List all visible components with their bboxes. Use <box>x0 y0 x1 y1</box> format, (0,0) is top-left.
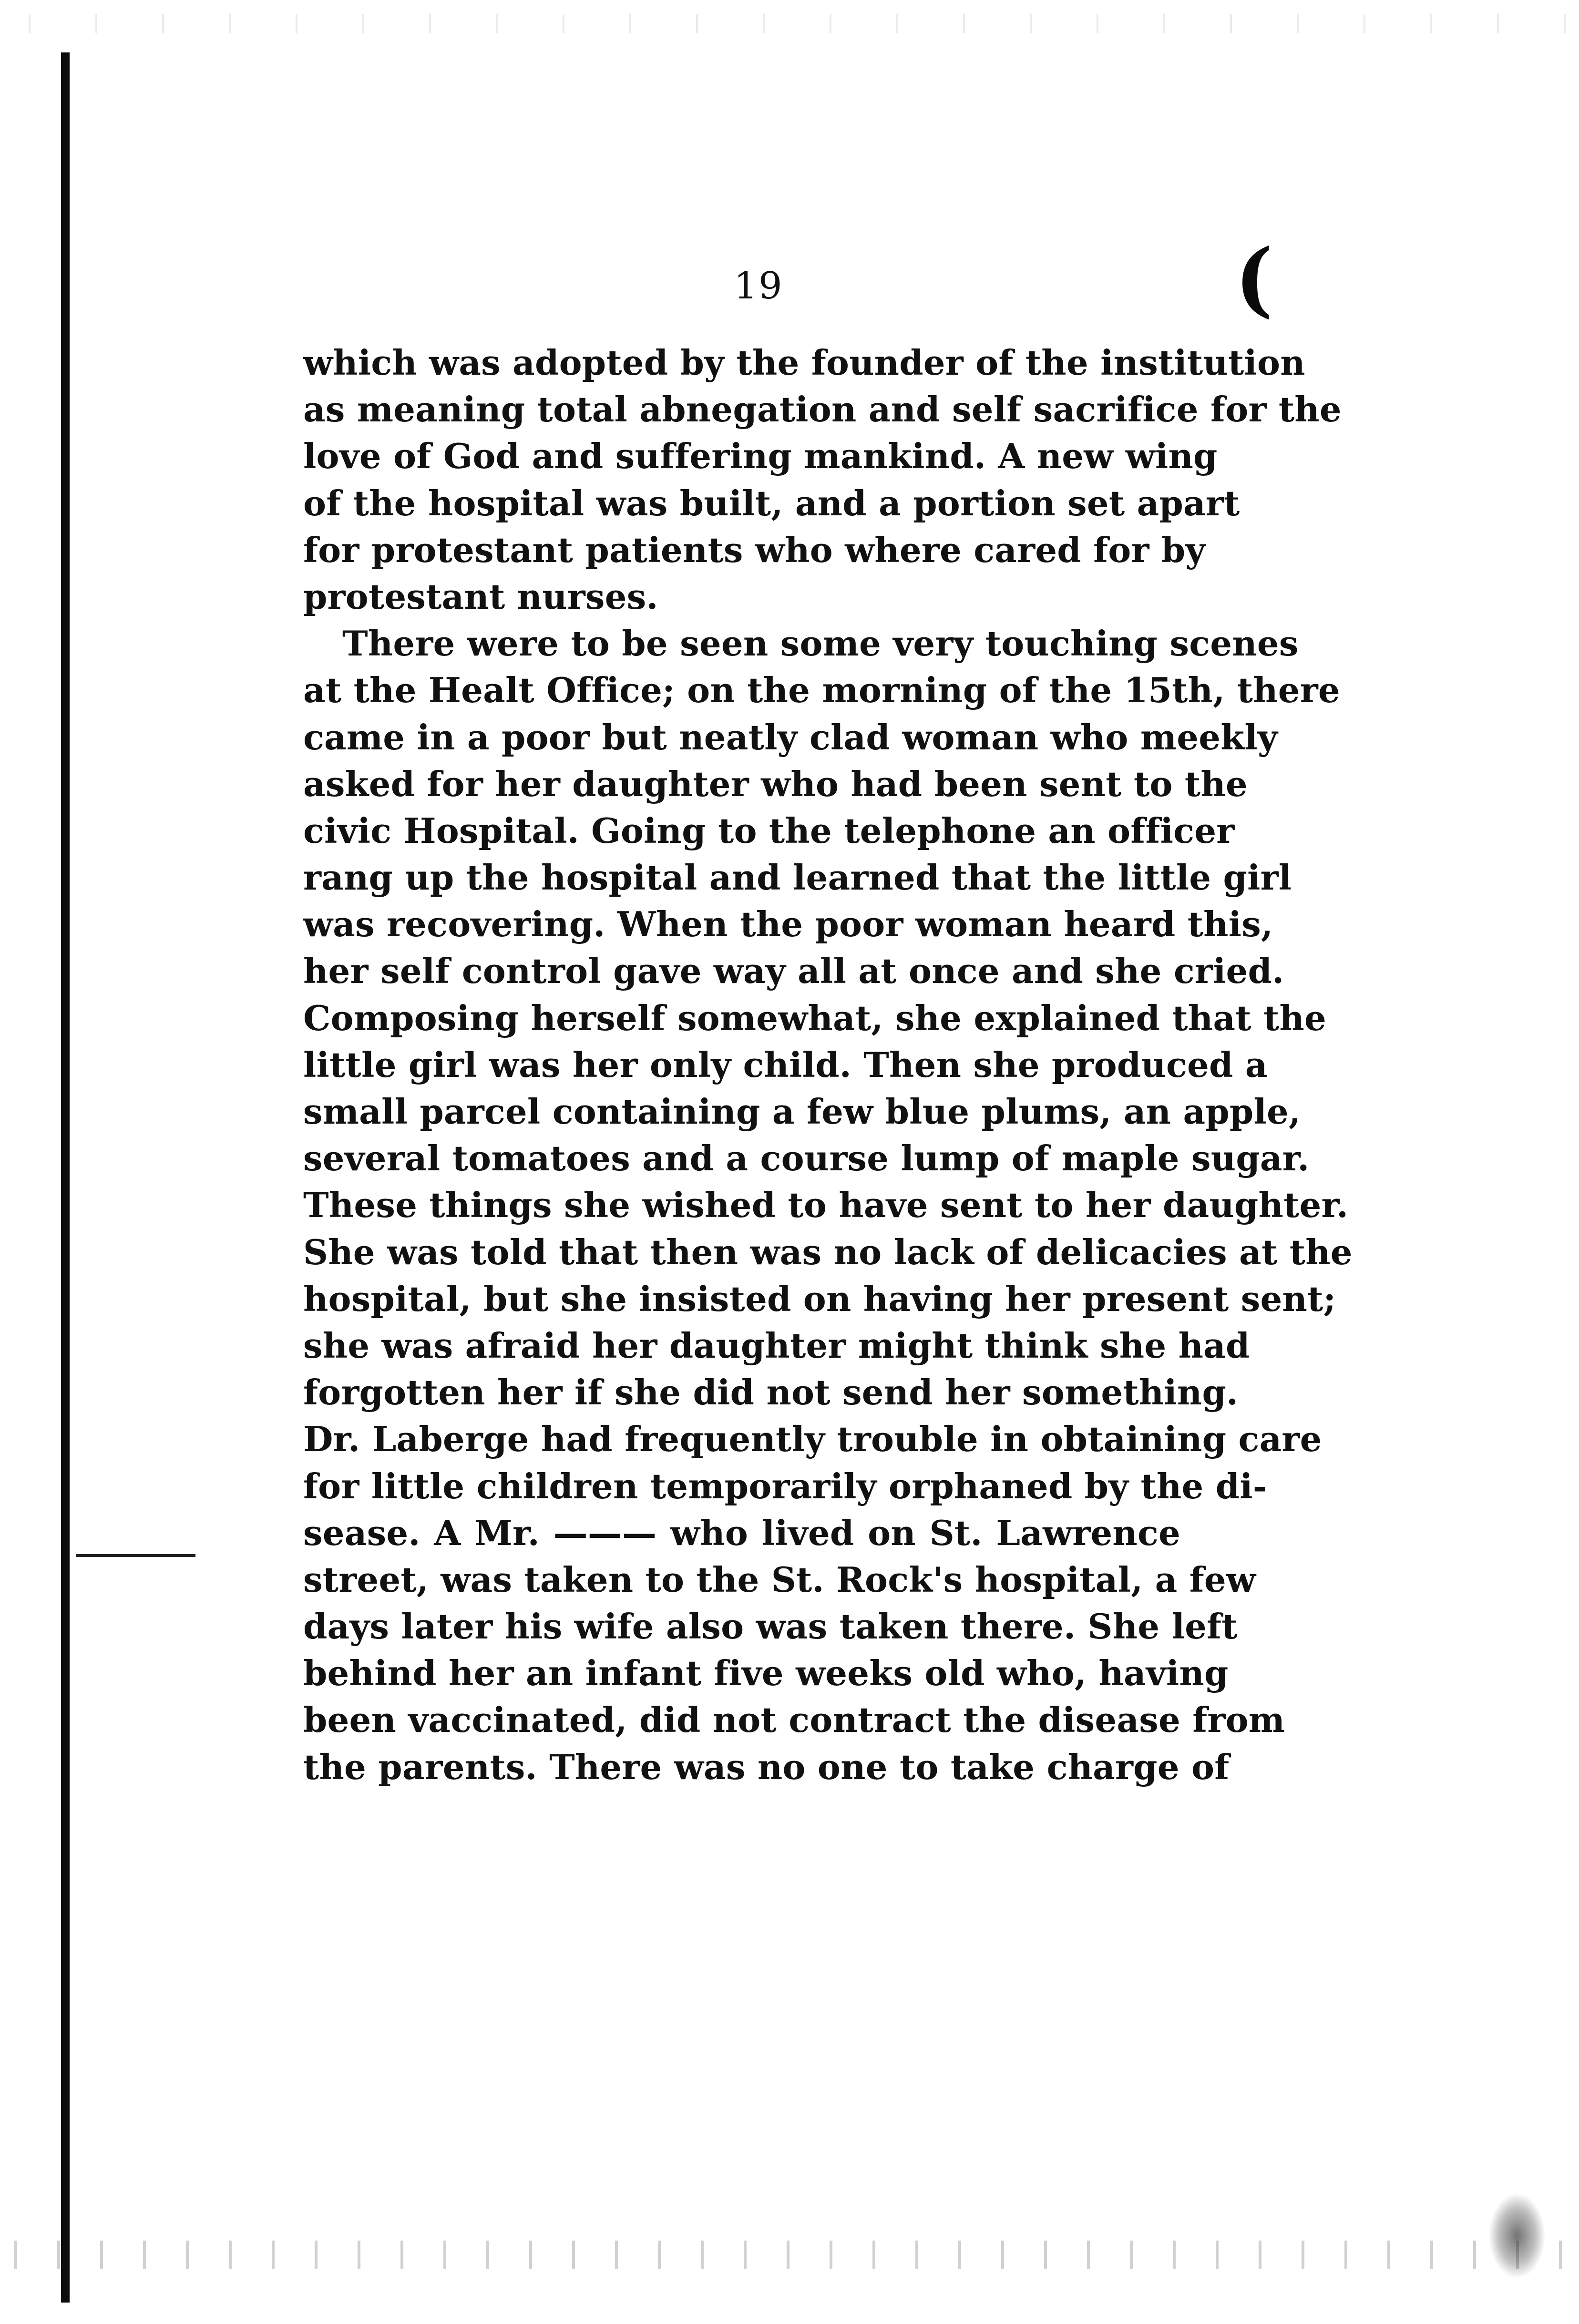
text-line: came in a poor but neatly clad woman who meekly <box>303 717 1278 758</box>
text-line: street, was taken to the St. Rock's hospital, a few <box>303 1559 1256 1600</box>
text-line: small parcel containing a few blue plums, an apple, <box>303 1091 1301 1132</box>
text-line: love of God and suffering mankind. A new wing <box>303 436 1218 477</box>
text-line: rang up the hospital and learned that the little girl <box>303 857 1292 898</box>
text-line: of the hospital was built, and a portion set apart <box>303 482 1240 523</box>
text-line: days later his wife also was taken there. She left <box>303 1606 1238 1647</box>
text-line: which was adopted by the founder of the institution <box>303 342 1305 383</box>
text-line: the parents. There was no one to take charge of <box>303 1746 1230 1787</box>
text-line: for little children temporarily orphaned by the di- <box>303 1465 1267 1506</box>
text-line: her self control gave way all at once and she cried. <box>303 951 1284 992</box>
text-line: She was told that then was no lack of delicacies at the <box>303 1231 1353 1272</box>
scan-noise-top <box>0 14 1579 33</box>
text-line: was recovering. When the poor woman heard this, <box>303 904 1273 945</box>
margin-mark: ( <box>1235 231 1273 327</box>
page-number-row <box>0 265 1579 307</box>
text-line: Dr. Laberge had frequently trouble in obtaining care <box>303 1419 1322 1460</box>
text-line: civic Hospital. Going to the telephone an officer <box>303 810 1235 851</box>
corner-blot <box>1488 2193 1546 2279</box>
text-line: sease. A Mr. ——— who lived on St. Lawrence <box>303 1512 1180 1553</box>
scan-noise-bottom <box>0 2241 1579 2269</box>
text-line: There were to be seen some very touching scenes <box>342 623 1299 664</box>
text-line: behind her an infant five weeks old who, having <box>303 1653 1229 1694</box>
text-line: for protestant patients who where cared for by <box>303 529 1206 570</box>
text-line: she was afraid her daughter might think she had <box>303 1325 1250 1366</box>
text-line: as meaning total abnegation and self sacrifice for the <box>303 389 1342 430</box>
binding-edge <box>61 52 70 2303</box>
text-line: forgotten her if she did not send her something. <box>303 1372 1239 1413</box>
text-line: asked for her daughter who had been sent to the <box>303 763 1248 804</box>
text-line: protestant nurses. <box>303 576 658 617</box>
body-text <box>303 339 1353 1791</box>
text-line: hospital, but she insisted on having her present sent; <box>303 1278 1336 1319</box>
text-line: These things she wished to have sent to her daughter. <box>303 1185 1349 1226</box>
text-line: little girl was her only child. Then she produced a <box>303 1044 1268 1085</box>
text-line: at the Healt Office; on the morning of the 15th, there <box>303 670 1340 711</box>
text-line: several tomatoes and a course lump of maple sugar. <box>303 1138 1310 1179</box>
page-number: 19 <box>734 265 783 307</box>
text-line: been vaccinated, did not contract the disease from <box>303 1699 1285 1740</box>
text-line: Composing herself somewhat, she explained that the <box>303 997 1327 1038</box>
binding-hairline <box>76 1554 195 1557</box>
